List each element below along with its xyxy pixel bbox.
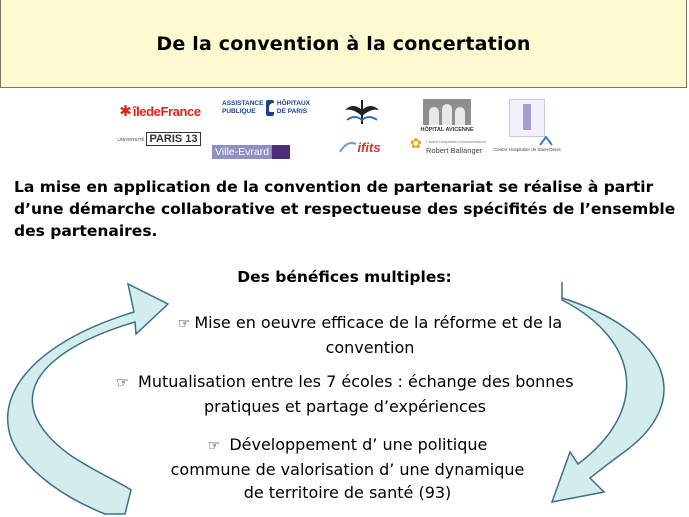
slide-title: De la convention à la concertation — [156, 32, 531, 55]
benefit-item-3: ☞ Développement d’ une politique commune de valorisation d’ une dynamique de territoire de santé (93) — [170, 435, 525, 502]
saint-denis-logo: Centre Hospitalier de Saint-Denis — [494, 136, 564, 156]
ville-evrard-logo: Ville-Evrard — [212, 144, 302, 160]
ifits-logo: ifits — [322, 136, 398, 158]
hopital-avicenne-logo: HÔPITAL AVICENNE — [419, 97, 475, 137]
pointing-hand-icon: ☞ — [177, 316, 191, 332]
aphp-logo: ASSISTANCE PUBLIQUE HÔPITAUX DE PARIS — [222, 100, 310, 115]
benefit-item-2: ☞ Mutualisation entre les 7 écoles : échange des bonnes pratiques et partage d’expériences — [116, 372, 574, 416]
ile-de-france-star-icon: ✱ — [119, 103, 132, 120]
robert-ballanger-logo: ✿ Centre Hospitalier Intercommunal Robert Ballanger — [410, 136, 486, 155]
pointing-hand-icon: ☞ — [207, 438, 221, 454]
intro-paragraph: La mise en application de la convention de partenariat se réalise à partir d’une démarche collaborative et respectueuse des spécifités de l’ensemble des partenaires. — [14, 178, 676, 240]
paris-13-logo: UNIVERSITÉ PARIS 13 — [114, 130, 204, 148]
benefit-item-1: ☞ Mise en oeuvre efficace de la réforme et de la convention — [177, 313, 563, 357]
benefits-heading: Des bénéfices multiples: — [237, 268, 452, 286]
flower-icon: ✿ — [410, 136, 422, 152]
ile-de-france-logo: ✱ îledeFrance — [119, 103, 201, 120]
pointing-hand-icon: ☞ — [116, 375, 129, 391]
